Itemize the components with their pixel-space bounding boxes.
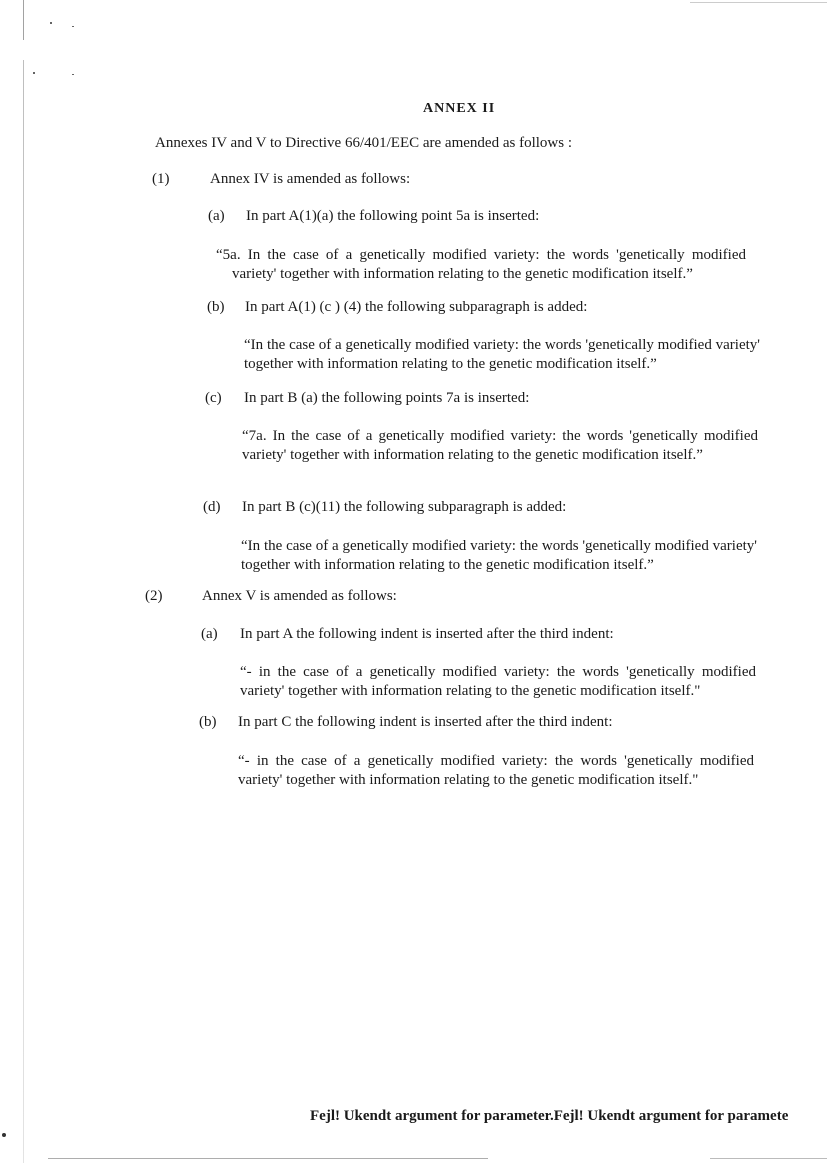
scan-bottom-rule (48, 1158, 488, 1159)
subitem-letter: (b) (199, 714, 217, 730)
subitem-text: In part B (a) the following points 7a is inserted: (244, 390, 530, 406)
scan-speck (72, 74, 74, 75)
scan-top-rule (690, 2, 827, 3)
subitem-text: In part B (c)(11) the following subparagraph is added: (242, 499, 567, 515)
amendment-quote: “- in the case of a genetically modified variety: the words 'genetically modified variety' together with information relating to the genetic modification itself." (238, 753, 754, 788)
item-text: Annex IV is amended as follows: (210, 171, 411, 187)
subitem-text: In part C the following indent is inserted after the third indent: (238, 714, 613, 730)
subitem-letter: (d) (203, 499, 221, 515)
amendment-quote (216, 246, 746, 284)
subitem-text: In part A(1) (c ) (4) the following subparagraph is added: (245, 299, 588, 315)
item-number: (2) (145, 588, 163, 604)
scan-margin-line (23, 0, 24, 1163)
amendment-quote: “In the case of a genetically modified variety: the words 'genetically modified variety' together with information relating to the genetic modification itself.” (241, 538, 757, 573)
item-number: (1) (152, 171, 170, 187)
subitem-text: In part A(1)(a) the following point 5a is inserted: (246, 208, 540, 224)
subitem-letter: (a) (201, 626, 218, 642)
scan-speck (2, 1133, 6, 1137)
subitem-letter: (c) (205, 390, 222, 406)
scan-speck (33, 72, 35, 74)
scan-bottom-rule-right (710, 1158, 827, 1159)
subitem-letter: (a) (208, 208, 225, 224)
item-text: Annex V is amended as follows: (202, 588, 397, 604)
subitem-text: In part A the following indent is inserted after the third indent: (240, 626, 614, 642)
scan-speck (50, 22, 52, 24)
amendment-quote: “In the case of a genetically modified variety: the words 'genetically modified variety' together with information relating to the genetic modification itself.” (244, 337, 760, 372)
intro-text: Annexes IV and V to Directive 66/401/EEC are amended as follows : (155, 135, 572, 151)
quote-text: “5a. In the case of a genetically modified variety: the words 'genetically modified variety' together with information relating to the genetic modification itself.” (216, 247, 746, 282)
amendment-quote: “7a. In the case of a genetically modified variety: the words 'genetically modified variety' together with information relating to the genetic modification itself.” (242, 428, 758, 463)
subitem-letter: (b) (207, 299, 225, 315)
annex-heading: ANNEX II (423, 101, 496, 116)
footer-field-error: Fejl! Ukendt argument for parameter.Fejl! Ukendt argument for paramete (310, 1108, 789, 1124)
amendment-quote: “- in the case of a genetically modified variety: the words 'genetically modified variety' together with information relating to the genetic modification itself." (240, 664, 756, 699)
scan-speck (72, 26, 74, 27)
